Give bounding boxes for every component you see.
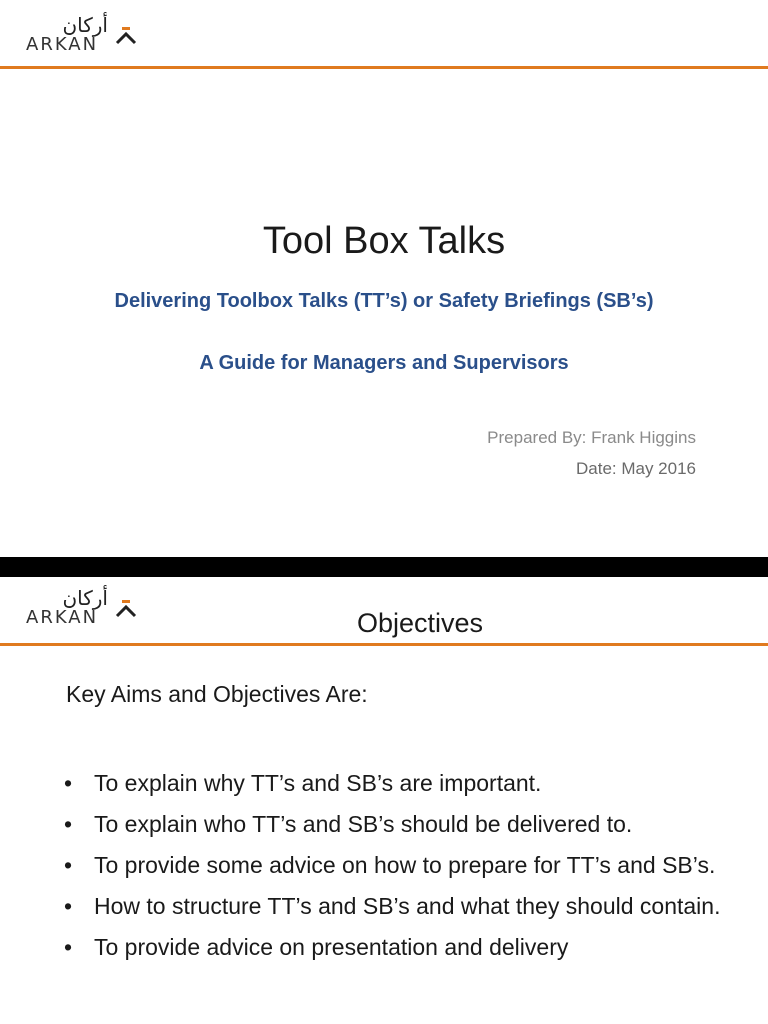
list-item-text: How to structure TT’s and SB’s and what they should contain. [94,893,721,919]
bullet-icon: • [64,934,73,960]
list-item-text: To provide advice on presentation and delivery [94,934,569,960]
list-item-text: To provide some advice on how to prepare for TT’s and SB’s. [94,852,716,878]
header-rule [0,643,768,646]
list-item [62,929,752,966]
list-item [62,847,752,884]
list-item [62,806,752,843]
objectives-slide [0,577,768,1024]
arkan-logo [26,14,156,64]
slide-title: Tool Box Talks [262,220,506,262]
bullet-icon: • [64,852,73,878]
chevron-up-icon [114,26,138,48]
logo-latin-text: ARKAN [26,607,99,628]
logo-arabic-text: أركان [62,586,108,610]
list-item-text: To explain who TT’s and SB’s should be delivered to. [94,811,633,837]
slide-subtitle-secondary: A Guide for Managers and Supervisors [199,352,569,374]
logo-arabic-text: أركان [62,13,108,37]
slide-subtitle-primary: Delivering Toolbox Talks (TT’s) or Safety Briefings (SB’s) [114,290,654,312]
chevron-up-icon [114,599,138,621]
objectives-intro: Key Aims and Objectives Are: [66,681,368,707]
bullet-icon: • [64,770,73,796]
prepared-by: Prepared By: Frank Higgins [487,428,696,447]
header-rule [0,66,768,69]
objectives-list [62,765,752,970]
logo-latin-text: ARKAN [26,34,99,55]
bullet-icon: • [64,893,73,919]
list-item [62,765,752,802]
arkan-logo [26,587,156,637]
slide-title: Objectives [356,608,484,638]
bullet-icon: • [64,811,73,837]
list-item [62,888,752,925]
list-item-text: To explain why TT’s and SB’s are important. [94,770,542,796]
slide-date: Date: May 2016 [575,459,696,478]
slide-separator [0,557,768,577]
